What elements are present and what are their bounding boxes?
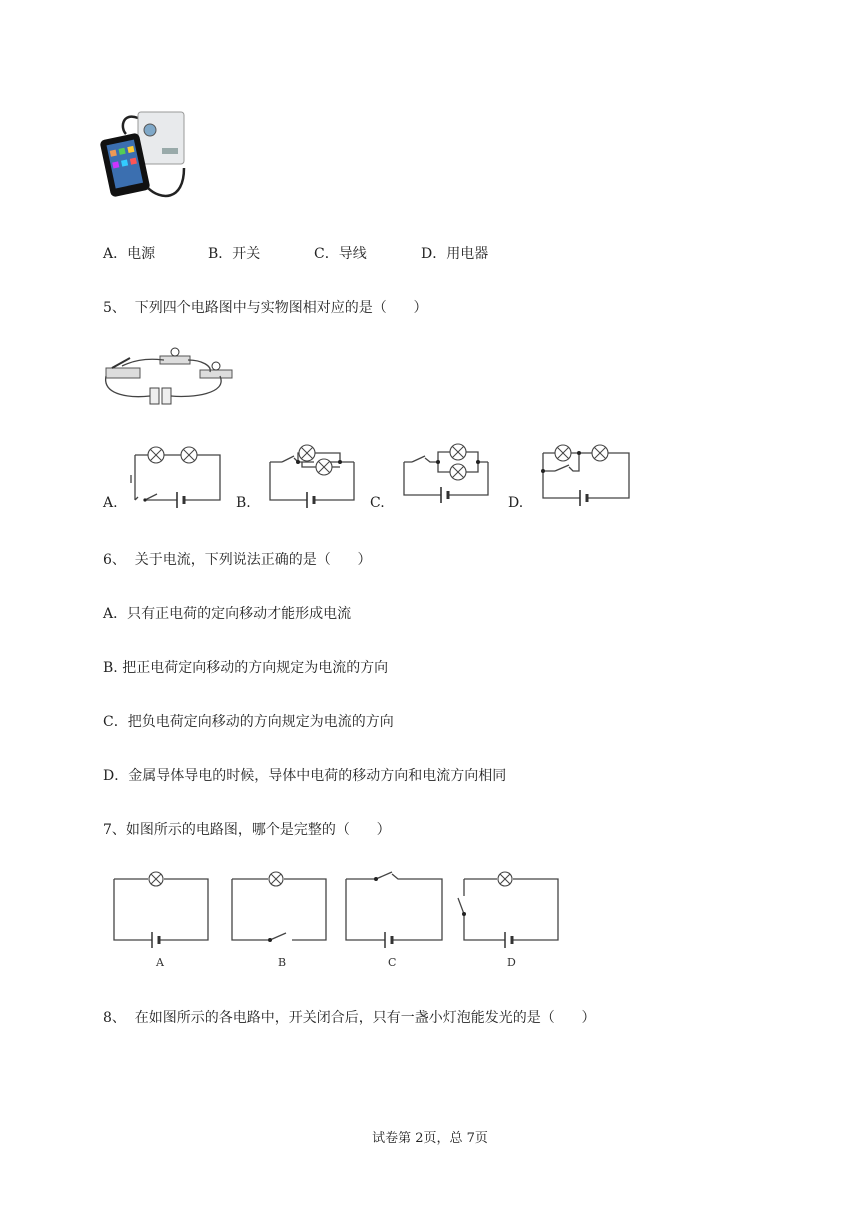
q4-option-b[interactable]: B．开关: [208, 246, 261, 262]
q6-option-a[interactable]: A．只有正电荷的定向移动才能形成电流: [103, 606, 352, 622]
q4-option-d[interactable]: D．用电器: [421, 246, 489, 262]
q5-circuit-d[interactable]: [537, 443, 637, 505]
q5-circuit-c[interactable]: [398, 440, 498, 502]
q5-option-b-label[interactable]: B.: [236, 495, 251, 511]
q7-label-a: A: [156, 956, 164, 969]
q7-circuit-c[interactable]: [346, 872, 442, 948]
q4-option-a[interactable]: A．电源: [103, 246, 156, 262]
q5-circuit-b[interactable]: [262, 445, 362, 505]
q5-circuit-a[interactable]: [125, 445, 225, 505]
q5-option-d-label[interactable]: D.: [508, 495, 524, 511]
q7-circuit-a[interactable]: [114, 872, 208, 948]
q7-circuit-figure: [108, 866, 633, 976]
q7-label-d: D: [507, 956, 516, 969]
q6-stem: 6、 关于电流，下列说法正确的是（ ）: [103, 552, 372, 568]
q8-stem: 8、 在如图所示的各电路中，开关闭合后，只有一盏小灯泡能发光的是（ ）: [103, 1010, 596, 1026]
q7-circuit-d[interactable]: [458, 872, 558, 948]
power-bank-phone-image: [100, 108, 190, 208]
q7-label-c: C: [388, 956, 397, 969]
q7-label-b: B: [278, 956, 287, 969]
q5-physical-circuit-image: [102, 346, 238, 408]
q6-option-c[interactable]: C．把负电荷定向移动的方向规定为电流的方向: [103, 714, 394, 730]
q5-option-a-label[interactable]: A.: [103, 495, 118, 511]
q4-option-c[interactable]: C．导线: [314, 246, 367, 262]
page-footer: 试卷第 2页，总 7页: [372, 1131, 488, 1146]
q7-stem: 7、如图所示的电路图，哪个是完整的（ ）: [103, 822, 391, 838]
q5-stem: 5、 下列四个电路图中与实物图相对应的是（ ）: [103, 300, 428, 316]
q6-option-b[interactable]: B. 把正电荷定向移动的方向规定为电流的方向: [103, 660, 389, 676]
q5-option-c-label[interactable]: C.: [370, 495, 385, 511]
q6-option-d[interactable]: D．金属导体导电的时候，导体中电荷的移动方向和电流方向相同: [103, 768, 507, 784]
q7-circuit-b[interactable]: [232, 872, 326, 942]
